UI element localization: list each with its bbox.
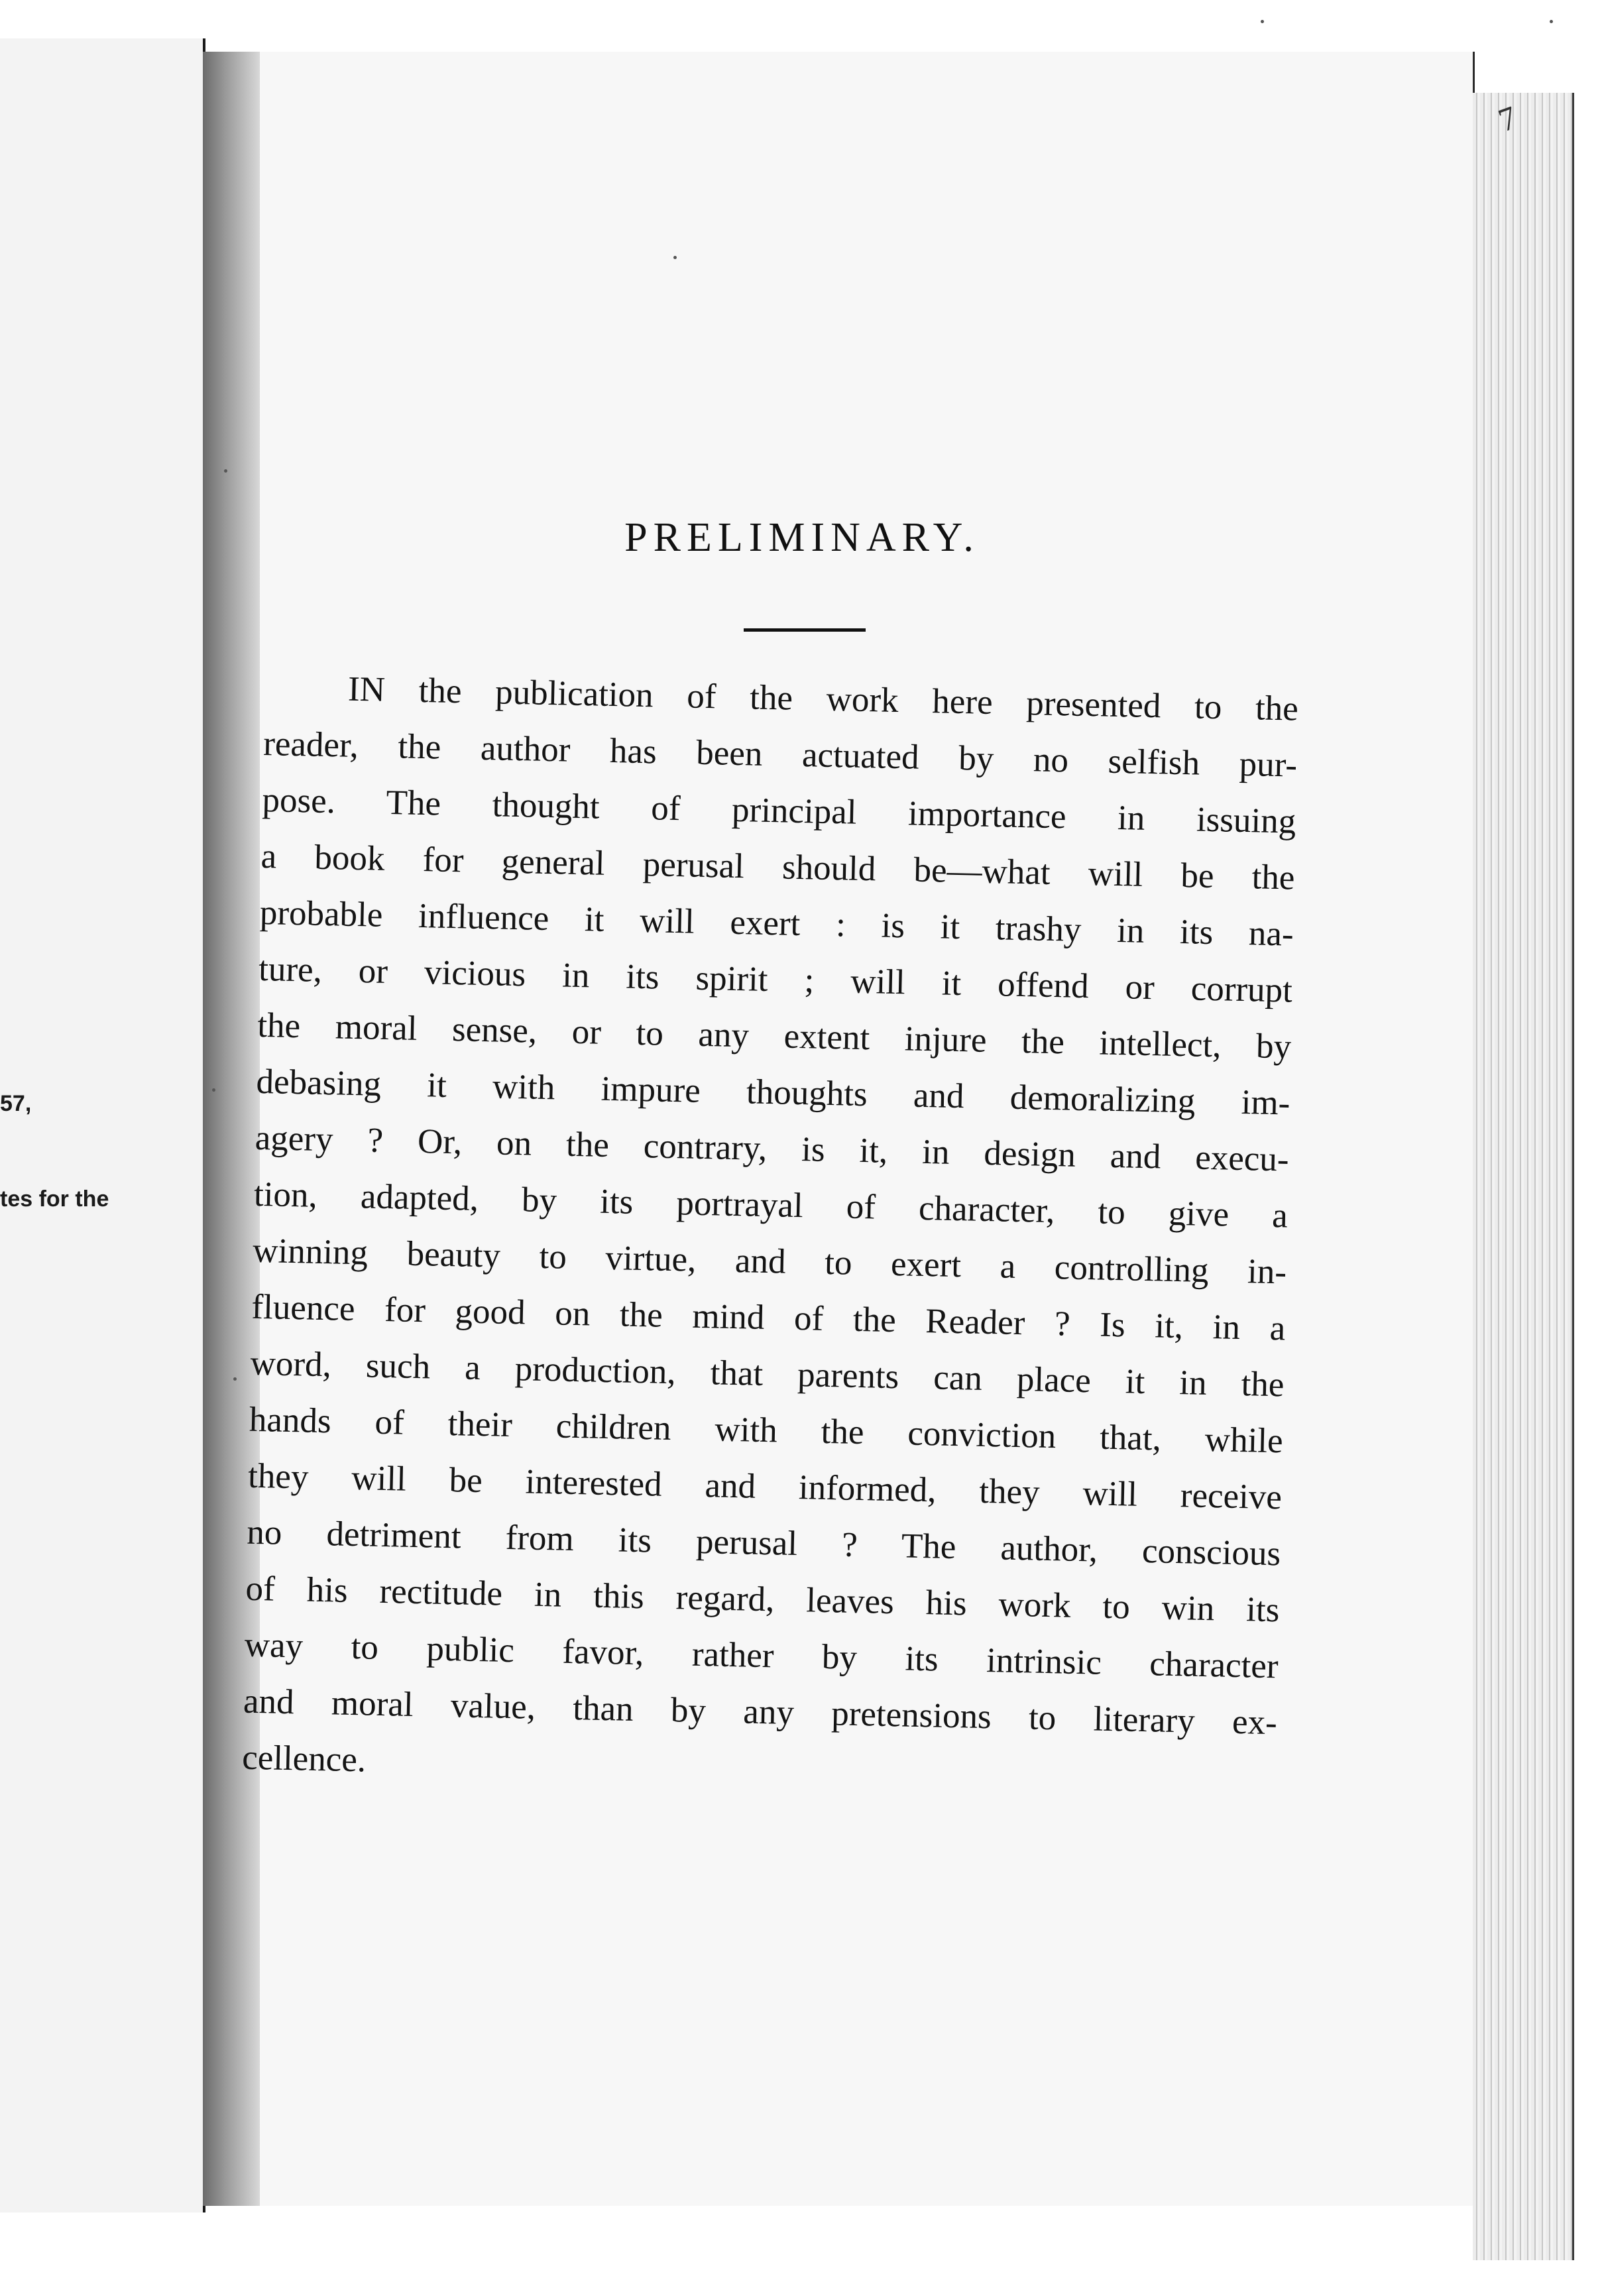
page-edges <box>1473 93 1574 2260</box>
heading-rule <box>744 628 866 632</box>
paragraph-line: agery ? Or, on the contrary, is it, in design and execu- <box>255 1118 1290 1179</box>
paragraph-line: of his rectitude in this regard, leaves his work to win its <box>245 1569 1280 1630</box>
paragraph-line: cellence. <box>241 1738 367 1780</box>
paragraph-line: winning beauty to virtue, and to exert a controlling in- <box>252 1231 1287 1292</box>
page-corner-mark: 7 <box>1493 98 1522 139</box>
facing-page <box>0 38 205 2212</box>
facing-page-fragment: 57, <box>0 1091 32 1116</box>
paragraph-line: hands of their children with the conviction that, while <box>249 1400 1284 1461</box>
paragraph-line: and moral value, than by any pretensions to literary ex- <box>243 1682 1278 1743</box>
facing-page-fragment: tes for the <box>0 1186 109 1212</box>
paragraph-line: they will be interested and informed, they will receive <box>247 1456 1283 1517</box>
book-spine-shadow <box>203 52 260 2206</box>
paragraph-line: pose. The thought of principal importance in issuing <box>261 780 1296 841</box>
paragraph-line: IN the publication of the work here presented to the <box>347 669 1299 728</box>
paragraph-line: reader, the author has been actuated by no selfish pur- <box>262 724 1298 785</box>
page-heading: PRELIMINARY. <box>624 515 980 560</box>
paragraph-line: fluence for good on the mind of the Reader ? Is it, in a <box>251 1287 1286 1348</box>
paragraph-line: way to public favor, rather by its intrinsic character <box>244 1625 1279 1686</box>
scan-speck <box>673 256 677 259</box>
paragraph-line: probable influence it will exert : is it trashy in its na- <box>259 893 1294 954</box>
scan-speck <box>224 469 227 473</box>
scan-speck <box>1550 20 1553 23</box>
preliminary-paragraph <box>241 660 1298 1808</box>
scan-speck <box>233 1377 237 1381</box>
paragraph-line: tion, adapted, by its portrayal of character, to give a <box>253 1175 1289 1235</box>
scan-speck <box>1261 20 1264 23</box>
paragraph-line: debasing it with impure thoughts and demoralizing im- <box>256 1062 1290 1123</box>
paragraph-line: no detriment from its perusal ? The author, conscious <box>246 1513 1281 1574</box>
paragraph-line: word, such a production, that parents can place it in the <box>250 1344 1285 1405</box>
paragraph-line: ture, or vicious in its spirit ; will it offend or corrupt <box>258 949 1293 1010</box>
paragraph-line: a book for general perusal should be—what will be the <box>260 836 1296 897</box>
scan-speck <box>212 1088 215 1092</box>
paragraph-line: the moral sense, or to any extent injure the intellect, by <box>257 1005 1292 1066</box>
